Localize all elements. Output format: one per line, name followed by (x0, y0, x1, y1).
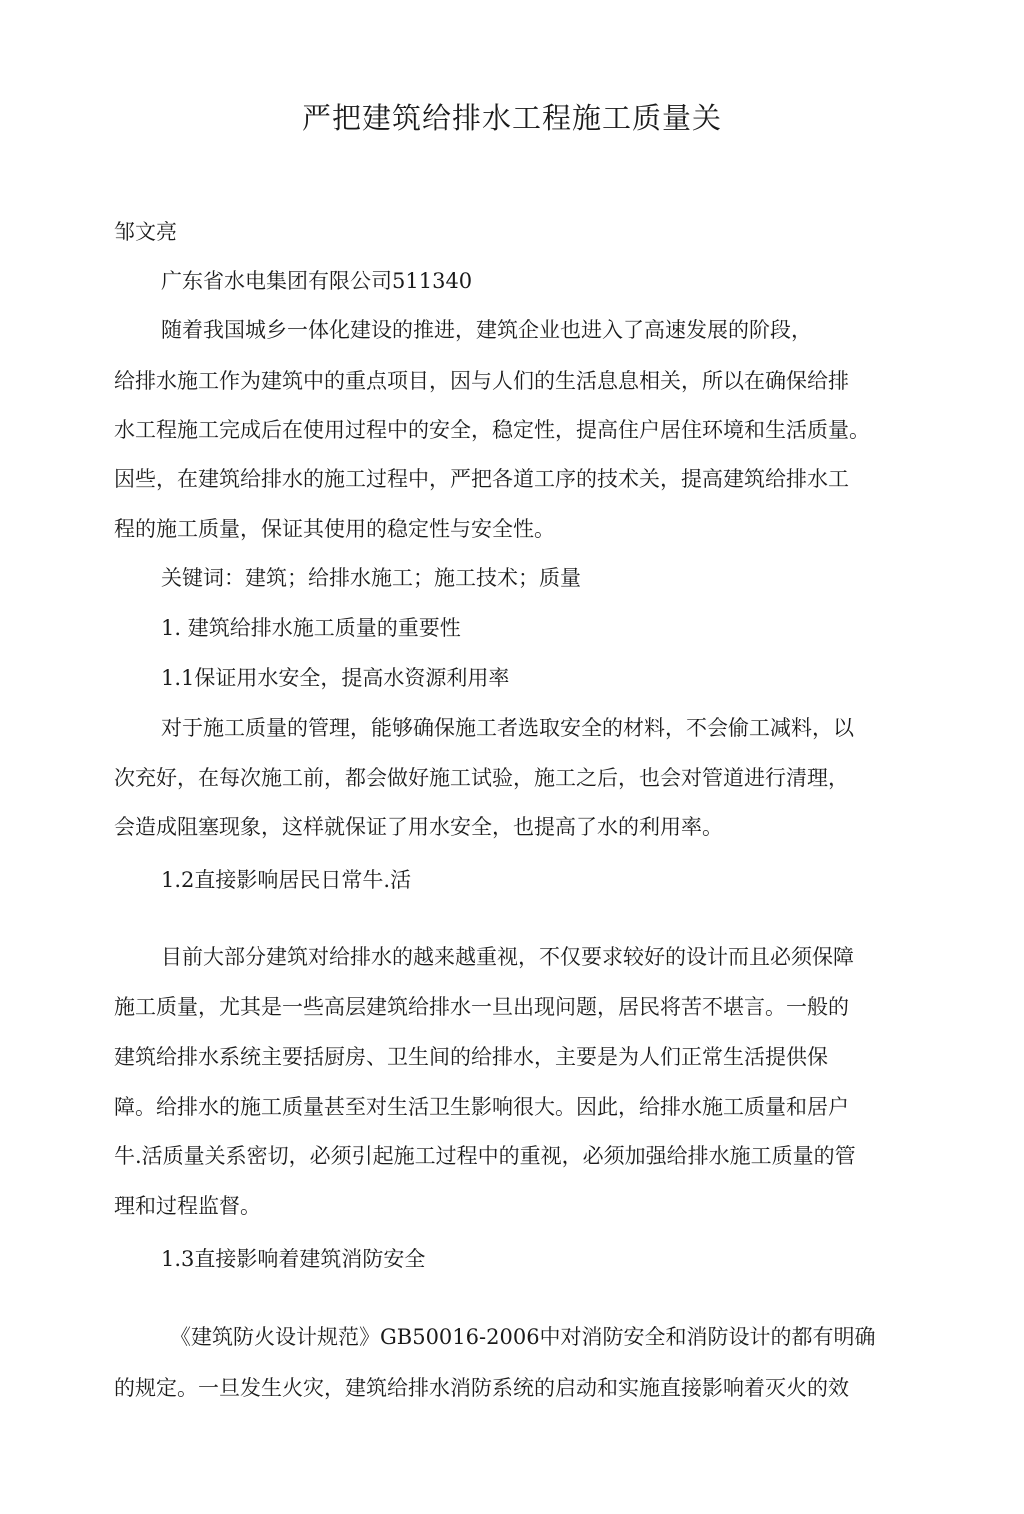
abstract-line: 随着我国城乡一体化建设的推进，建筑企业也进入了高速发展的阶段， (161, 318, 812, 342)
paragraph-line: 建筑给排水系统主要括厨房、卫生间的给排水，主要是为人们正常生活提供保 (114, 1045, 828, 1069)
subsection-heading: 1.3直接影响着建筑消防安全 (161, 1247, 426, 1271)
document-title: 严把建筑给排水工程施工质量关 (301, 101, 722, 135)
keywords: 关键词：建筑；给排水施工；施工技术；质量 (161, 566, 581, 590)
paragraph-line: 障。给排水的施工质量甚至对生活卫生影响很大。因此，给排水施工质量和居户 (114, 1095, 849, 1119)
paragraph-line: 次充好，在每次施工前，都会做好施工试验，施工之后，也会对管道进行清理， (114, 766, 849, 790)
subsection-heading: 1.2直接影响居民日常牛.活 (161, 868, 412, 892)
abstract-line: 程的施工质量，保证其使用的稳定性与安全性。 (114, 517, 555, 541)
abstract-line: 水工程施工完成后在使用过程中的安全，稳定性，提高住户居住环境和生活质量。 (114, 418, 870, 442)
paragraph-line: 施工质量，尤其是一些高层建筑给排水一旦出现问题，居民将苦不堪言。一般的 (114, 995, 849, 1019)
paragraph-line: 目前大部分建筑对给排水的越来越重视，不仅要求较好的设计而且必须保障 (161, 945, 854, 969)
paragraph-line: 牛.活质量关系密切，必须引起施工过程中的重视，必须加强给排水施工质量的管 (114, 1144, 856, 1168)
paragraph-line: 的规定。一旦发生火灾，建筑给排水消防系统的启动和实施直接影响着灭火的效 (114, 1376, 849, 1400)
paragraph-line: 理和过程监督。 (114, 1194, 261, 1218)
section-heading: 1. 建筑给排水施工质量的重要性 (161, 616, 461, 640)
abstract-line: 给排水施工作为建筑中的重点项目，因与人们的生活息息相关，所以在确保给排 (114, 369, 849, 393)
author-name: 邹文亮 (114, 220, 177, 244)
paragraph-line: 对于施工质量的管理，能够确保施工者选取安全的材料，不会偷工减料，以 (161, 716, 854, 740)
paragraph-line: 会造成阻塞现象，这样就保证了用水安全，也提高了水的利用率。 (114, 815, 723, 839)
paragraph-line: 《建筑防火设计规范》GB50016-2006中对消防安全和消防设计的都有明确 (170, 1325, 876, 1349)
subsection-heading: 1.1保证用水安全，提高水资源利用率 (161, 666, 510, 690)
affiliation: 广东省水电集团有限公司511340 (161, 269, 473, 293)
abstract-line: 因些，在建筑给排水的施工过程中，严把各道工序的技术关，提高建筑给排水工 (114, 467, 849, 491)
